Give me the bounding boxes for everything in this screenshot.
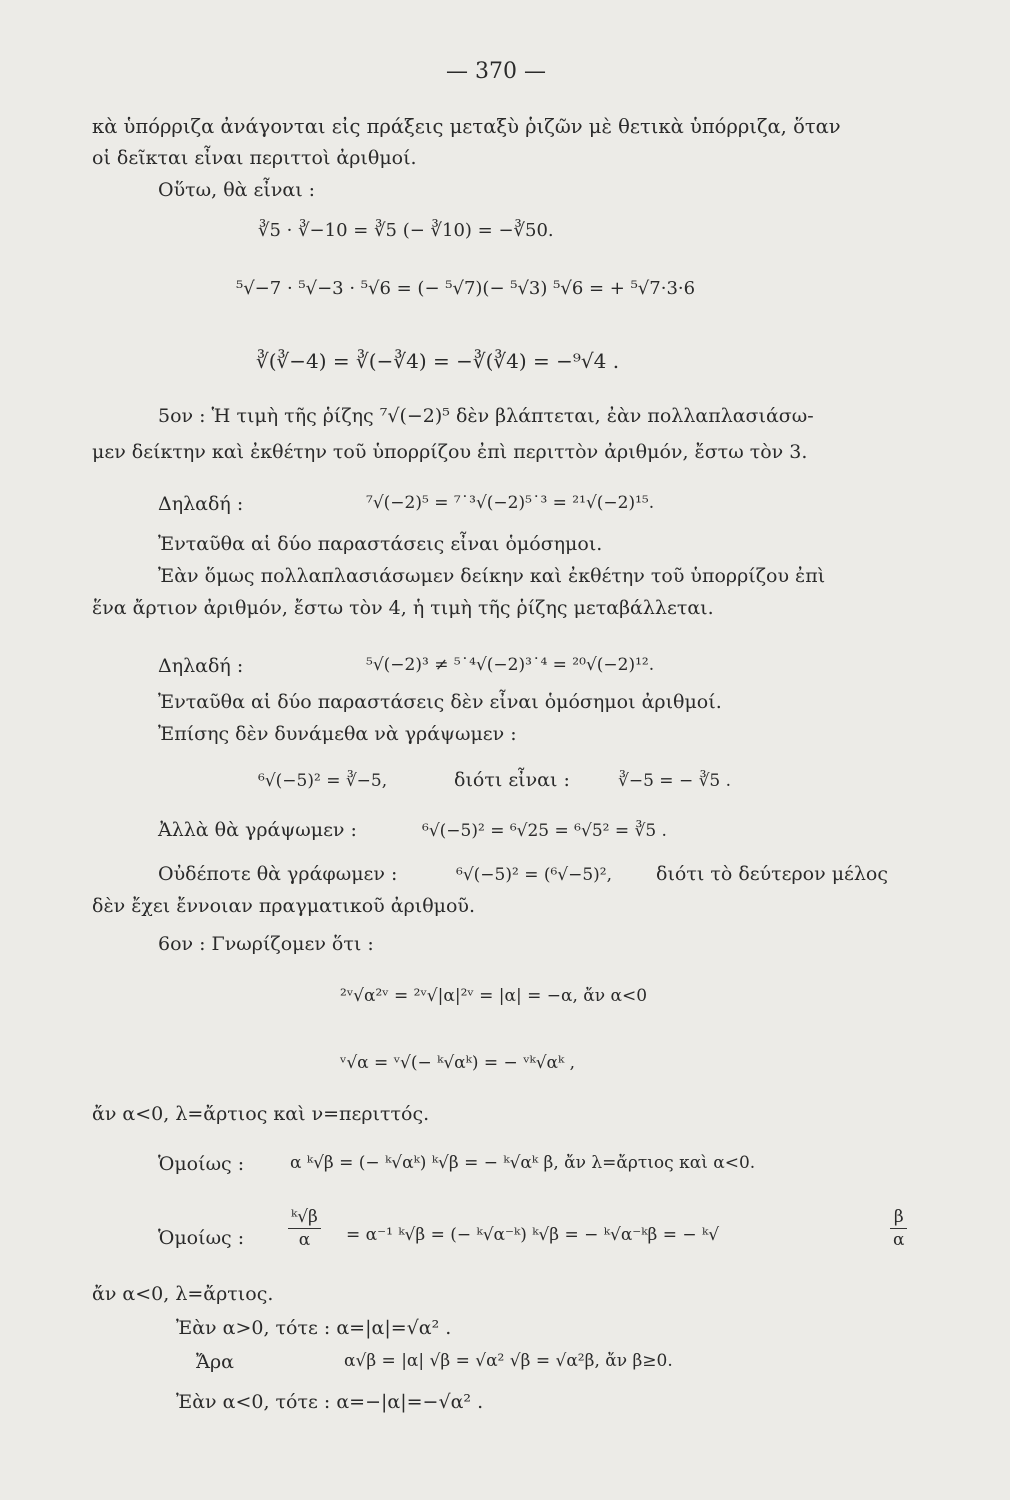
equation: ⁵√−7 · ⁵√−3 · ⁵√6 = (− ⁵√7)(− ⁵√3) ⁵√6 = + ⁵√7·3·6 (236, 278, 696, 299)
equation: ᵛ√α = ᵛ√(− ᵏ√αᵏ) = − ᵛᵏ√αᵏ , (340, 1053, 576, 1073)
text-line: διότι εἶναι : (454, 769, 570, 791)
fraction-denominator: α (298, 1230, 311, 1250)
fraction-denominator: α (893, 1230, 905, 1250)
equation: ⁶√(−5)² = ∛−5, (258, 771, 388, 791)
text-line: Ἐὰν ὅμως πολλαπλασιάσωμεν δείκην καὶ ἐκθέτην τοῦ ὑπορρίζου ἐπὶ (158, 565, 826, 587)
text-line: Οὕτω, θὰ εἶναι : (158, 179, 316, 201)
equation: ²ᵛ√α²ᵛ = ²ᵛ√|α|²ᵛ = |α| = −α, ἄν α<0 (340, 986, 648, 1006)
equation: ⁵√(−2)³ ≠ ⁵˙⁴√(−2)³˙⁴ = ²⁰√(−2)¹². (366, 655, 655, 675)
text-line: ἄν α<0, λ=ἄρτιος. (92, 1283, 274, 1305)
text-line: ἄν α<0, λ=ἄρτιος καὶ ν=περιττός. (92, 1103, 430, 1125)
equation: ⁶√(−5)² = (⁶√−5)², (456, 865, 613, 885)
text-line: μεν δείκτην καὶ ἐκθέτην τοῦ ὑπορρίζου ἐπὶ περιττὸν ἀριθμόν, ἔστω τὸν 3. (92, 441, 808, 463)
text-line: Ἐπίσης δὲν δυνάμεθα νὰ γράψωμεν : (158, 723, 517, 745)
text-line: Οὐδέποτε θὰ γράφωμεν : (158, 863, 398, 885)
equation: = α⁻¹ ᵏ√β = (− ᵏ√α⁻ᵏ) ᵏ√β = − ᵏ√α⁻ᵏβ = − ᵏ√ (346, 1225, 720, 1245)
fraction-numerator: ᵏ√β (288, 1206, 321, 1229)
text-line: Ὁμοίως : (158, 1227, 245, 1249)
text-line: ἕνα ἄρτιον ἀριθμόν, ἔστω τὸν 4, ἡ τιμὴ τῆς ῥίζης μεταβάλλεται. (92, 597, 714, 619)
equation: α√β = |α| √β = √α² √β = √α²β, ἄν β≥0. (344, 1351, 673, 1371)
fraction-numerator: β (890, 1206, 907, 1229)
equation: ∛−5 = − ∛5 . (618, 771, 732, 791)
equation: ⁶√(−5)² = ⁶√25 = ⁶√5² = ∛5 . (422, 821, 667, 841)
equation: α ᵏ√β = (− ᵏ√αᵏ) ᵏ√β = − ᵏ√αᵏ β, ἄν λ=ἄρτιος καὶ α<0. (290, 1153, 756, 1173)
text-line: Δηλαδή : (158, 655, 244, 677)
text-line: Δηλαδή : (158, 493, 244, 515)
text-line: διότι τὸ δεύτερον μέλος (656, 863, 889, 885)
text-line: Ἐνταῦθα αἱ δύο παραστάσεις δὲν εἶναι ὁμόσημοι ἀριθμοί. (158, 691, 722, 713)
equation: ⁷√(−2)⁵ = ⁷˙³√(−2)⁵˙³ = ²¹√(−2)¹⁵. (366, 493, 655, 513)
equation: ∛5 · ∛−10 = ∛5 (− ∛10) = −∛50. (258, 220, 554, 241)
equation-fraction (288, 1206, 321, 1251)
text-line: 6ον : Γνωρίζομεν ὅτι : (158, 933, 374, 955)
page-number: — 370 — (446, 59, 546, 84)
text-line: οἱ δεῖκται εἶναι περιττοὶ ἀριθμοί. (92, 147, 417, 169)
text-line: Ἄρα (196, 1351, 234, 1373)
equation: ∛(∛−4) = ∛(−∛4) = −∛(∛4) = −⁹√4 . (256, 349, 620, 373)
text-line: Ἐὰν α>0, τότε : α=|α|=√α² . (176, 1317, 452, 1339)
equation-fraction (890, 1206, 907, 1251)
text-line: Ἐνταῦθα αἱ δύο παραστάσεις εἶναι ὁμόσημοι. (158, 533, 603, 555)
text-line: Ὁμοίως : (158, 1153, 245, 1175)
text-line: κὰ ὑπόρριζα ἀνάγονται εἰς πράξεις μεταξὺ ῥιζῶν μὲ θετικὰ ὑπόρριζα, ὅταν (92, 115, 841, 138)
text-line: Ἐὰν α<0, τότε : α=−|α|=−√α² . (176, 1391, 484, 1413)
text-line: δὲν ἔχει ἔννοιαν πραγματικοῦ ἀριθμοῦ. (92, 895, 476, 917)
text-line: 5ον : Ἡ τιμὴ τῆς ῥίζης ⁷√(−2)⁵ δὲν βλάπτεται, ἐὰν πολλαπλασιάσω- (158, 405, 814, 427)
text-line: Ἀλλὰ θὰ γράψωμεν : (158, 819, 357, 841)
